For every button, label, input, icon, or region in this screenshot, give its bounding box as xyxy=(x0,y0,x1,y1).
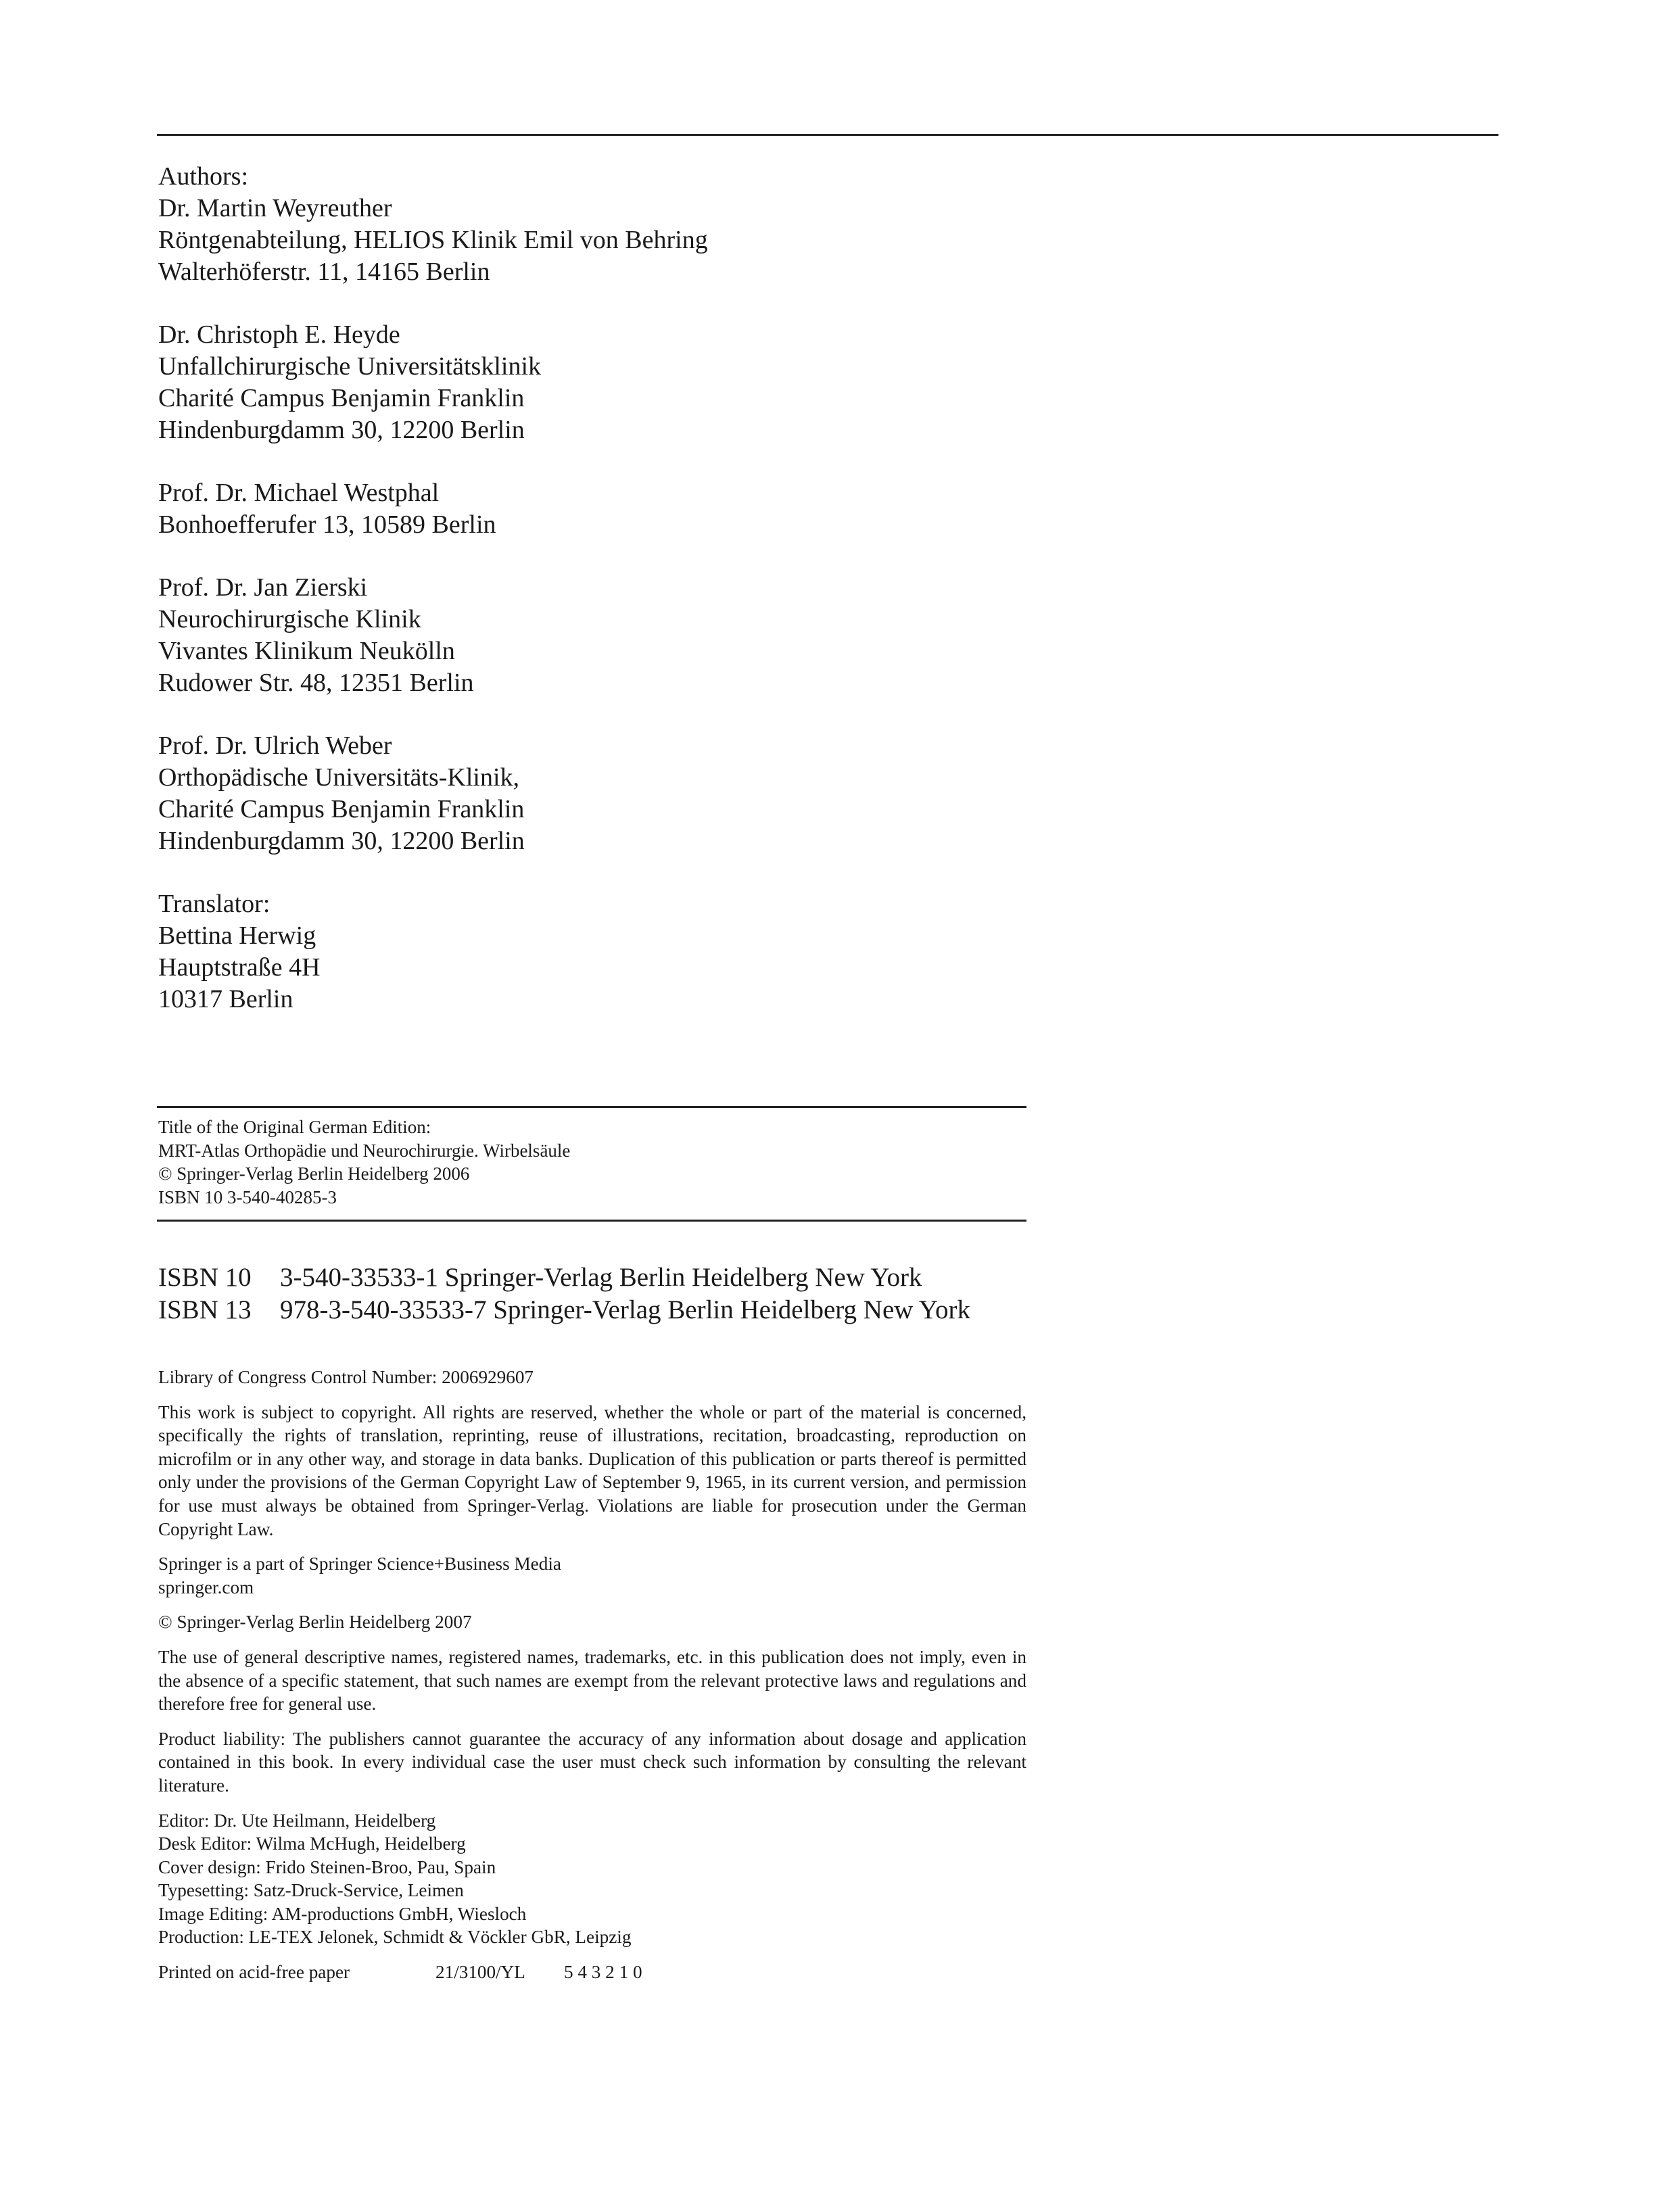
author-line: Dr. Martin Weyreuther xyxy=(158,194,392,222)
author-line: Orthopädische Universitäts-Klinik, xyxy=(158,763,520,792)
isbn-label: ISBN 10 xyxy=(158,1263,252,1292)
credit-line: Production: LE-TEX Jelonek, Schmidt & Vöckler GbR, Leipzig xyxy=(158,1927,632,1948)
author-line: Walterhöferstr. 11, 14165 Berlin xyxy=(158,258,490,286)
author-line: Unfallchirurgische Universitätsklinik xyxy=(158,352,542,381)
author-line: Röntgenabteilung, HELIOS Klinik Emil von Behring xyxy=(158,226,708,254)
credits xyxy=(158,1809,1026,1950)
copyright-year: © Springer-Verlag Berlin Heidelberg 2007 xyxy=(158,1612,472,1633)
edition-line: MRT-Atlas Orthopädie und Neurochirurgie. Wirbelsäule xyxy=(158,1140,571,1161)
translator-heading: Translator: xyxy=(158,890,270,918)
author-line: Prof. Dr. Michael Westphal xyxy=(158,479,440,507)
printed-code: 21/3100/YL xyxy=(435,1962,525,1983)
springer-url[interactable]: springer.com xyxy=(158,1577,254,1597)
author-line: Prof. Dr. Ulrich Weber xyxy=(158,731,392,760)
isbn-number: 978-3-540-33533-7 xyxy=(280,1295,487,1324)
isbn-publisher: Springer-Verlag Berlin Heidelberg New York xyxy=(493,1295,970,1324)
credit-line: Cover design: Frido Steinen-Broo, Pau, Spain xyxy=(158,1856,496,1877)
isbn-publisher: Springer-Verlag Berlin Heidelberg New York xyxy=(444,1263,922,1292)
top-rule xyxy=(157,134,1498,136)
isbn-row xyxy=(158,1261,970,1294)
springer-info xyxy=(158,1552,1026,1599)
credit-line: Typesetting: Satz-Druck-Service, Leimen xyxy=(158,1880,464,1901)
isbn-row xyxy=(158,1294,970,1326)
legal-block xyxy=(158,1366,1026,1984)
credit-line: Editor: Dr. Ute Heilmann, Heidelberg xyxy=(158,1810,436,1831)
printed-paper: Printed on acid-free paper xyxy=(158,1962,350,1983)
author-block-4 xyxy=(158,572,474,699)
author-line: Bonhoefferufer 13, 10589 Berlin xyxy=(158,510,496,539)
isbn-block xyxy=(158,1261,970,1326)
translator-line: Bettina Herwig xyxy=(158,921,316,950)
printed-row xyxy=(158,1961,1026,1984)
original-edition-block xyxy=(158,1115,1031,1209)
edition-line: © Springer-Verlag Berlin Heidelberg 2006 xyxy=(158,1163,470,1184)
authors-heading: Authors: xyxy=(158,162,248,191)
isbn-label: ISBN 13 xyxy=(158,1295,252,1324)
author-block-3 xyxy=(158,477,496,541)
author-line: Hindenburgdamm 30, 12200 Berlin xyxy=(158,827,525,855)
author-line: Prof. Dr. Jan Zierski xyxy=(158,573,368,602)
edition-line: Title of the Original German Edition: xyxy=(158,1117,431,1137)
edition-line: ISBN 10 3-540-40285-3 xyxy=(158,1186,337,1207)
printed-impression: 5 4 3 2 1 0 xyxy=(564,1962,642,1983)
copyright-notice: This work is subject to copyright. All rights are reserved, whether the whole or part of the material is concerned, specifically the rights of translation, reprinting, reuse of illustrations, recitation, broadcasting, reproduction on microfilm or in any other way, and storage in data banks. Duplication of this publication or parts thereof is permitted only under the provisions of the German Copyright Law of September 9, 1965, in its current version, and permission for use must always be obtained from Springer-Verlag. Violations are liable for prosecution under the German Copyright Law. xyxy=(158,1401,1026,1539)
edition-rule-top xyxy=(157,1106,1026,1108)
loc-number: Library of Congress Control Number: 2006929607 xyxy=(158,1367,534,1387)
names-notice: The use of general descriptive names, registered names, trademarks, etc. in this publication does not imply, even in the absence of a specific statement, that such names are exempt from the relevant protective laws and regulations and therefore free for general use. xyxy=(158,1646,1026,1714)
credit-line: Desk Editor: Wilma McHugh, Heidelberg xyxy=(158,1833,466,1854)
author-line: Hindenburgdamm 30, 12200 Berlin xyxy=(158,416,525,444)
translator-block xyxy=(158,888,321,1015)
edition-rule-bottom xyxy=(157,1220,1026,1222)
author-line: Charité Campus Benjamin Franklin xyxy=(158,384,525,412)
springer-part: Springer is a part of Springer Science+Business Media xyxy=(158,1554,561,1574)
author-line: Charité Campus Benjamin Franklin xyxy=(158,795,525,823)
author-line: Neurochirurgische Klinik xyxy=(158,605,421,633)
translator-line: Hauptstraße 4H xyxy=(158,953,321,982)
author-line: Vivantes Klinikum Neukölln xyxy=(158,637,455,665)
author-line: Dr. Christoph E. Heyde xyxy=(158,320,400,349)
isbn-number: 3-540-33533-1 xyxy=(280,1263,438,1292)
liability-notice: Product liability: The publishers cannot guarantee the accuracy of any information about dosage and application contained in this book. In every individual case the user must check such information by consulting the relevant literature. xyxy=(158,1728,1026,1796)
author-block-5 xyxy=(158,730,525,857)
translator-line: 10317 Berlin xyxy=(158,985,293,1013)
credit-line: Image Editing: AM-productions GmbH, Wiesloch xyxy=(158,1903,527,1924)
author-block-1 xyxy=(158,161,708,288)
author-block-2 xyxy=(158,319,541,446)
author-line: Rudower Str. 48, 12351 Berlin xyxy=(158,669,474,697)
